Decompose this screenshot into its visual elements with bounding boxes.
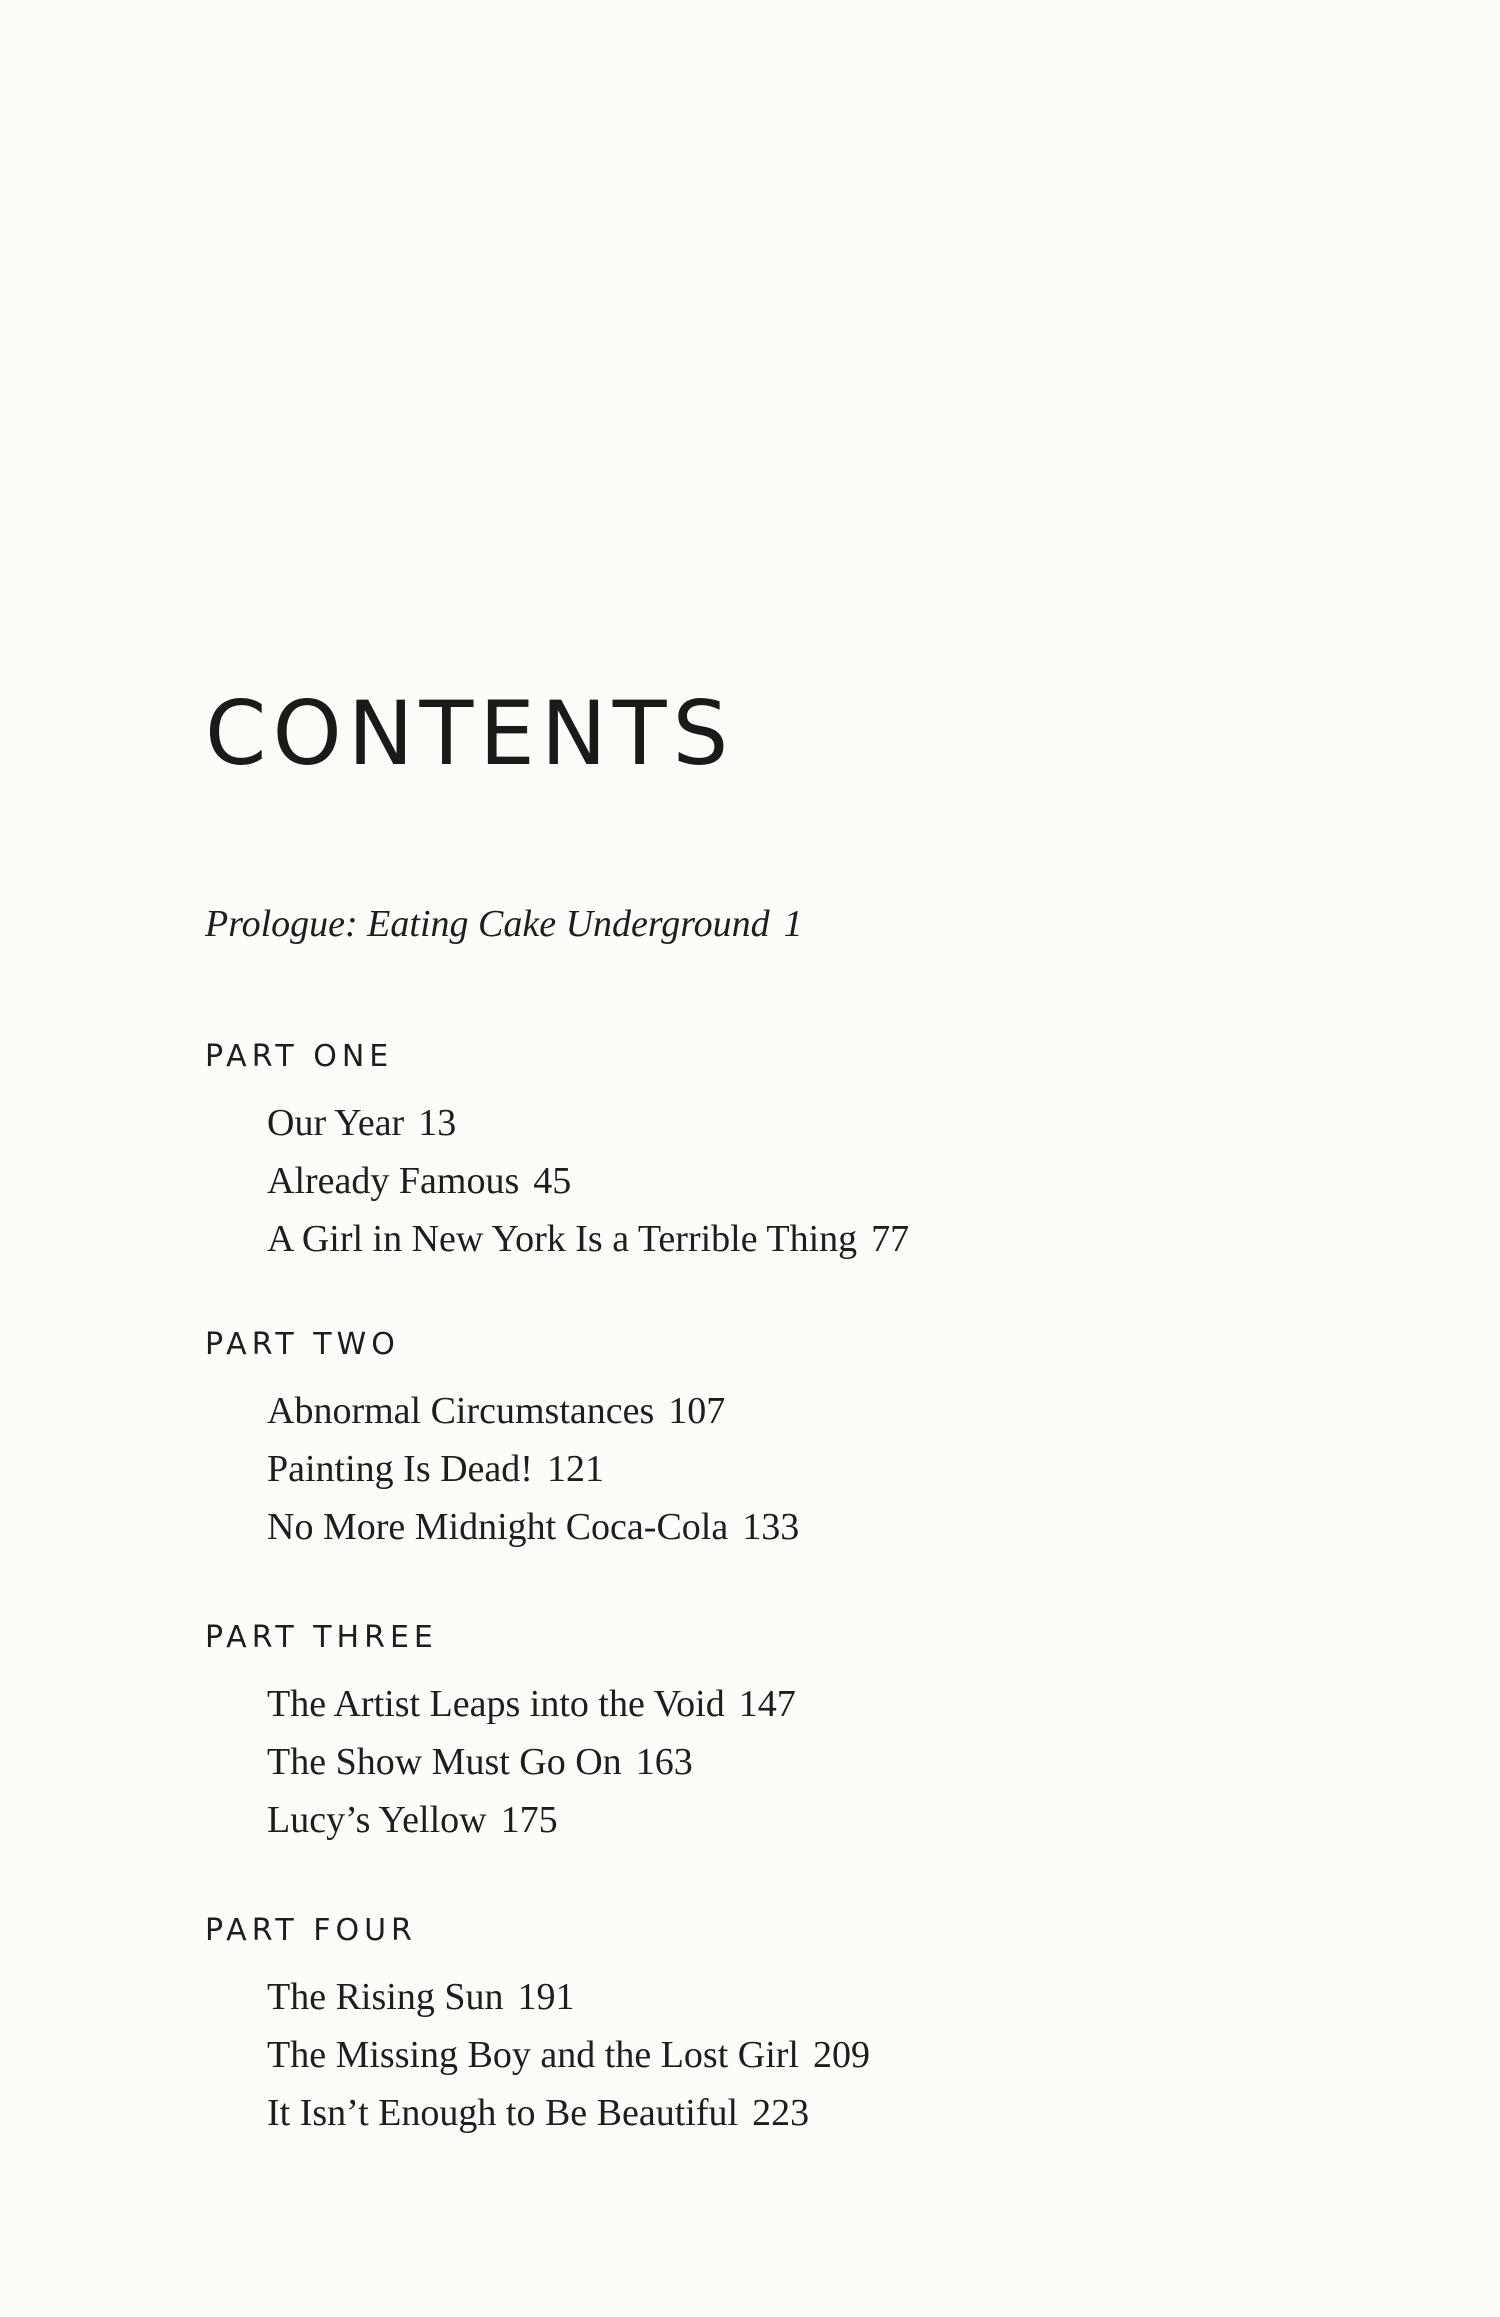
part-two	[205, 1327, 800, 1556]
chapter-page-number: 121	[546, 1448, 604, 1490]
chapter-entry	[267, 2084, 870, 2142]
chapter-list	[205, 1968, 870, 2142]
chapter-title: Already Famous	[267, 1160, 520, 1202]
chapter-page-number: 175	[500, 1799, 558, 1841]
chapter-page-number: 133	[742, 1506, 800, 1548]
chapter-page-number: 163	[635, 1741, 693, 1783]
part-heading: PART ONE	[205, 1039, 394, 1074]
chapter-list	[205, 1094, 909, 1268]
chapter-entry	[267, 1968, 870, 2026]
chapter-page-number: 77	[871, 1218, 910, 1260]
chapter-title: Painting Is Dead!	[267, 1448, 533, 1490]
chapter-title: Our Year	[267, 1102, 405, 1144]
chapter-list	[205, 1675, 796, 1849]
chapter-page-number: 209	[812, 2034, 870, 2076]
chapter-page-number: 147	[738, 1683, 796, 1725]
chapter-entry	[267, 1498, 799, 1556]
part-heading: PART THREE	[205, 1620, 438, 1655]
chapter-entry	[267, 1152, 909, 1210]
chapter-title: The Rising Sun	[267, 1976, 504, 2018]
chapter-entry	[267, 1675, 796, 1733]
chapter-page-number: 223	[752, 2092, 810, 2134]
prologue-entry	[205, 905, 803, 943]
chapter-entry	[267, 1094, 909, 1152]
chapter-title: Abnormal Circumstances	[267, 1390, 655, 1432]
chapter-list	[205, 1382, 799, 1556]
chapter-entry	[267, 1440, 799, 1498]
chapter-title: The Artist Leaps into the Void	[267, 1683, 725, 1725]
chapter-page-number: 45	[533, 1160, 572, 1202]
chapter-page-number: 191	[517, 1976, 575, 2018]
chapter-entry	[267, 2026, 870, 2084]
chapter-page-number: 107	[668, 1390, 726, 1432]
chapter-entry	[267, 1382, 799, 1440]
part-four	[205, 1913, 870, 2142]
chapter-title: It Isn’t Enough to Be Beautiful	[267, 2092, 739, 2134]
chapter-title: A Girl in New York Is a Terrible Thing	[267, 1218, 858, 1260]
part-three	[205, 1620, 796, 1849]
chapter-title: The Show Must Go On	[267, 1741, 622, 1783]
part-one	[205, 1039, 910, 1268]
chapter-title: Lucy’s Yellow	[267, 1799, 487, 1841]
chapter-page-number: 13	[418, 1102, 457, 1144]
part-heading: PART TWO	[205, 1327, 400, 1362]
chapter-title: No More Midnight Coca-Cola	[267, 1506, 729, 1548]
page-title: CONTENTS	[205, 682, 735, 785]
chapter-entry	[267, 1733, 796, 1791]
chapter-entry	[267, 1791, 796, 1849]
part-heading: PART FOUR	[205, 1913, 417, 1948]
prologue-page-number: 1	[783, 903, 803, 945]
chapter-entry	[267, 1210, 909, 1268]
chapter-title: The Missing Boy and the Lost Girl	[267, 2034, 799, 2076]
prologue-title: Prologue: Eating Cake Underground	[205, 903, 770, 945]
